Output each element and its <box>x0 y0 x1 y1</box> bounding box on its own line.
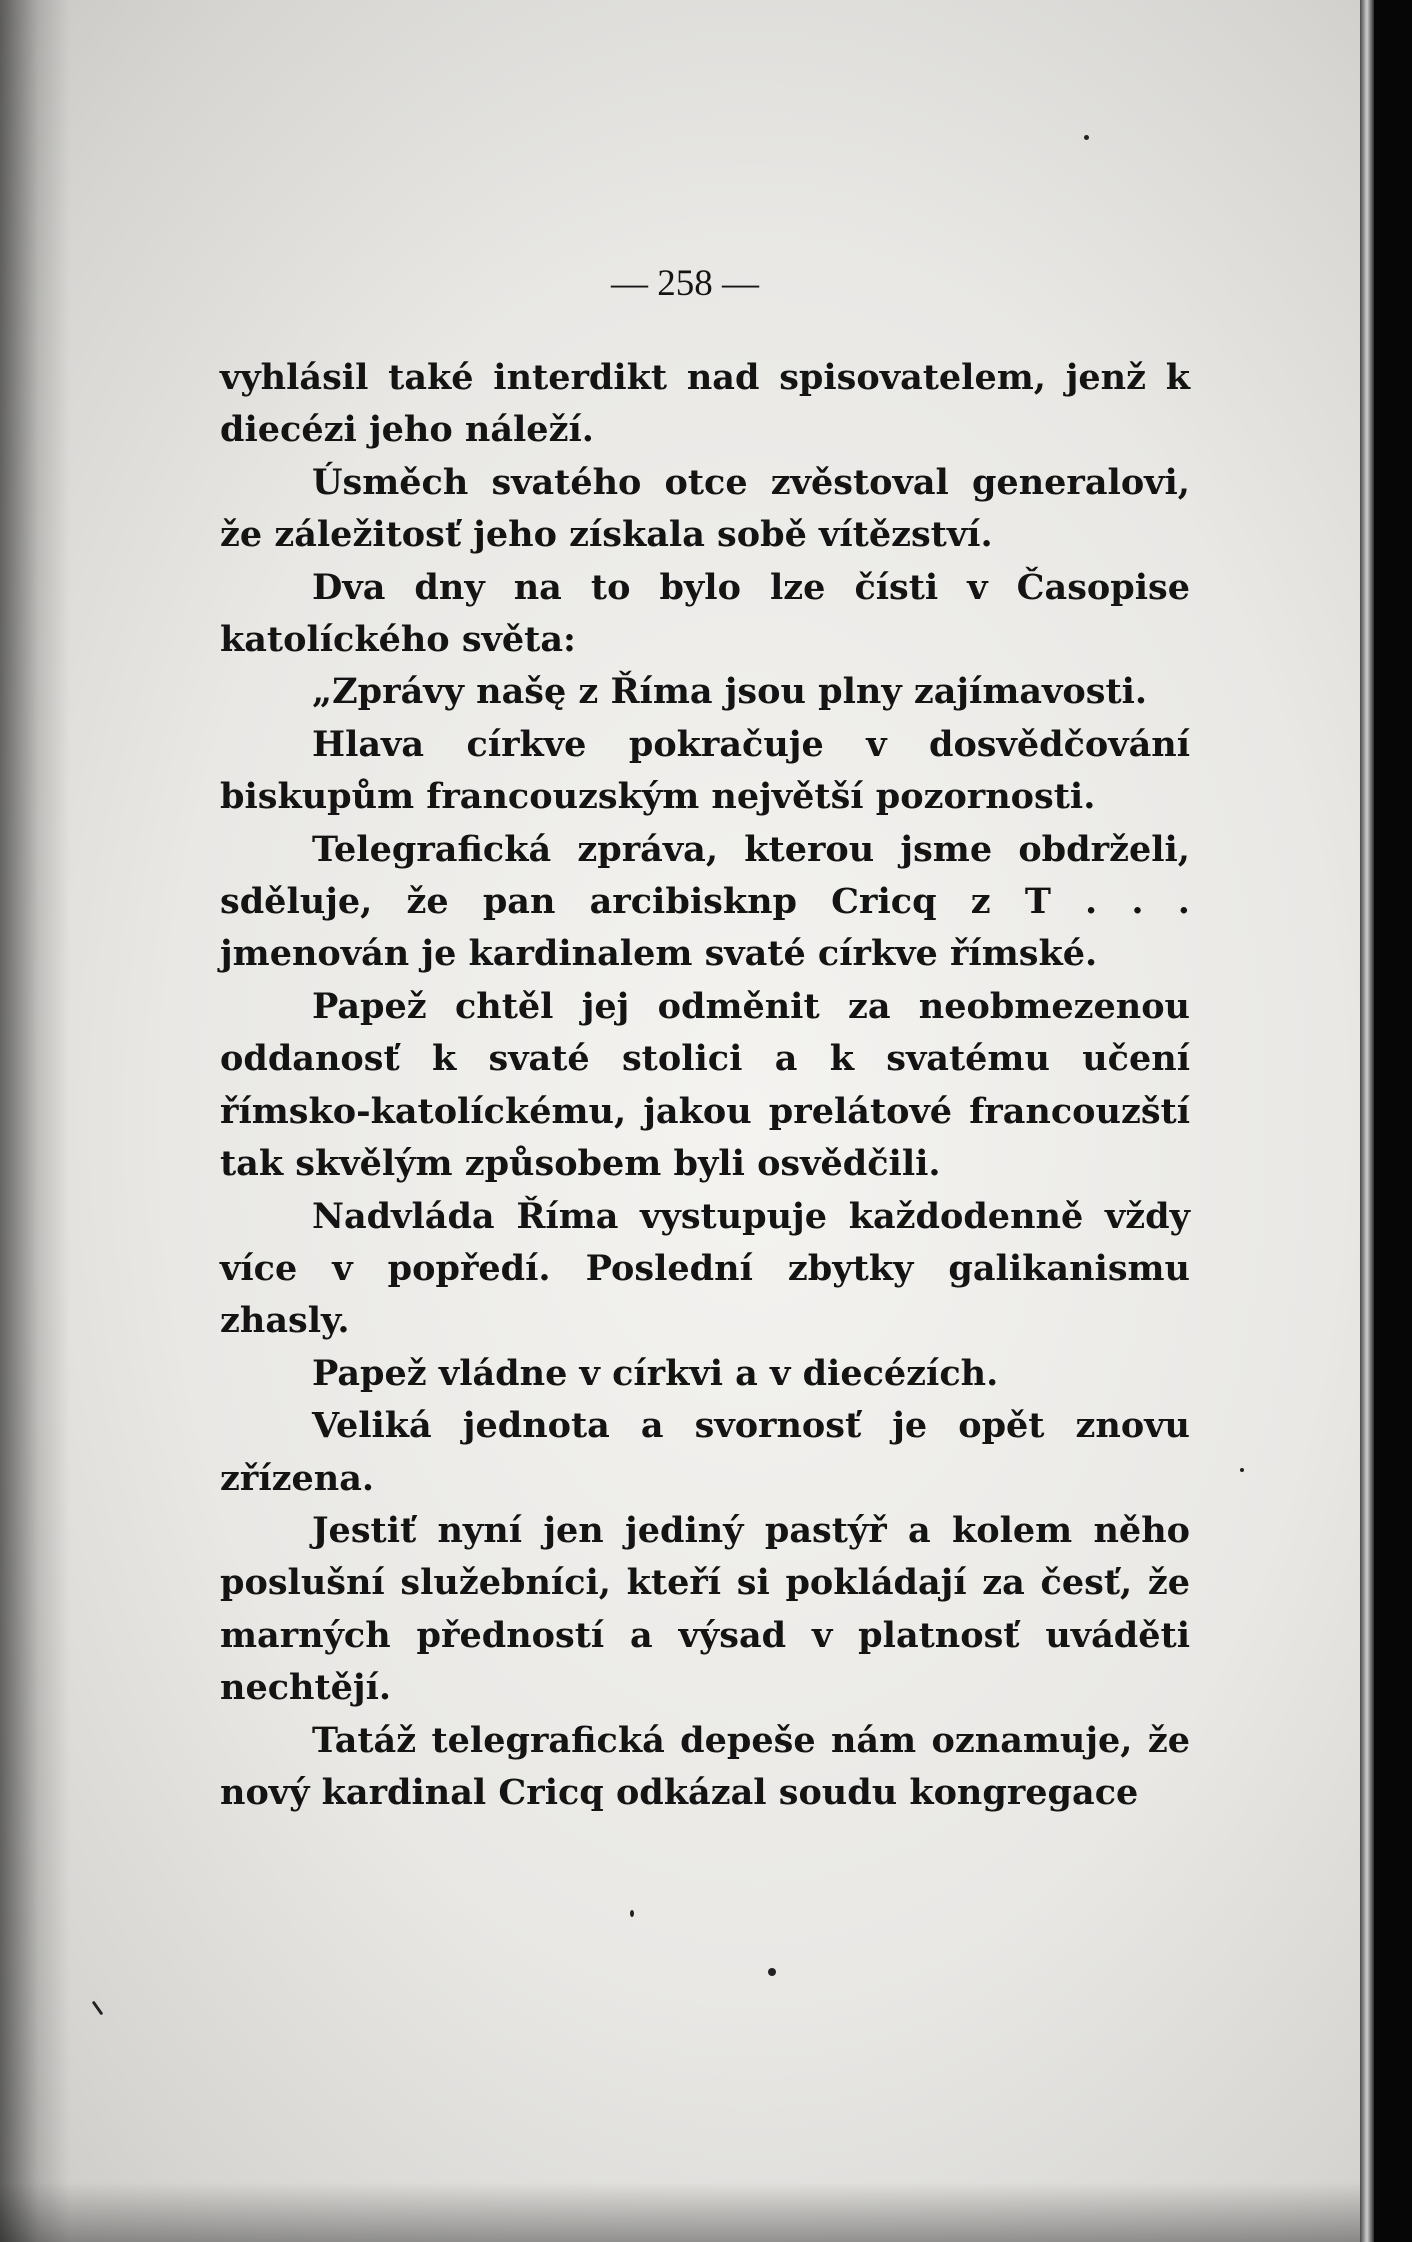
body-text <box>220 352 1190 1819</box>
page-edge <box>1360 0 1374 2242</box>
scan-border <box>1374 0 1412 2242</box>
ink-speck <box>92 2001 104 2016</box>
paragraph: Papež vládne v církvi a v diecézích. <box>312 1352 999 1394</box>
paragraph: vyhlásil také interdikt nad spisovatelem, jenž k diecézi jeho náleží. <box>220 357 1190 451</box>
paragraph: Veliká jednota a svornosť je opět znovu zřízena. <box>220 1405 1190 1499</box>
paragraph: Jestiť nyní jen jediný pastýř a kolem něho poslušní služebníci, kteří si pokládají za česť, že marných předností a výsad v platnosť uváděti nechtějí. <box>220 1509 1190 1709</box>
paragraph: „Zprávy našę z Říma jsou plny zajímavosti. <box>312 671 1148 713</box>
paragraph: Úsměch svatého otce zvěstoval generalovi, že záležitosť jeho získala sobě vítězství. <box>220 461 1190 556</box>
ink-speck <box>768 1968 776 1976</box>
paragraph: Hlava církve pokračuje v dosvědčování biskupům francouzským největší pozornosti. <box>220 723 1190 818</box>
paragraph: Dva dny na to bylo lze čísti v Časopise katolíckého světa: <box>220 566 1190 661</box>
paragraph: Nadvláda Říma vystupuje každodenně vždy více v popředí. Poslední zbytky galikanismu zhasly. <box>220 1195 1190 1342</box>
paragraph: Tatáž telegrafická depeše nám oznamuje, že nový kardinal Cricq odkázal soudu kongregace <box>220 1719 1190 1813</box>
paragraph: Papež chtěl jej odměnit za neobmezenou oddanosť k svaté stolici a k svatému učení římsko-katolíckému, jakou prelátové francouzští tak skvělým způsobem byli osvědčili. <box>220 985 1190 1185</box>
page-number: — 258 — <box>611 263 759 304</box>
paragraph: Telegrafická zpráva, kterou jsme obdrželi, sděluje, že pan arcibisknp Cricq z T . . . jmenován je kardinalem svaté církve římské. <box>220 828 1190 975</box>
ink-speck <box>630 1910 634 1917</box>
ink-speck <box>1240 1468 1244 1472</box>
ink-speck <box>1084 135 1089 140</box>
